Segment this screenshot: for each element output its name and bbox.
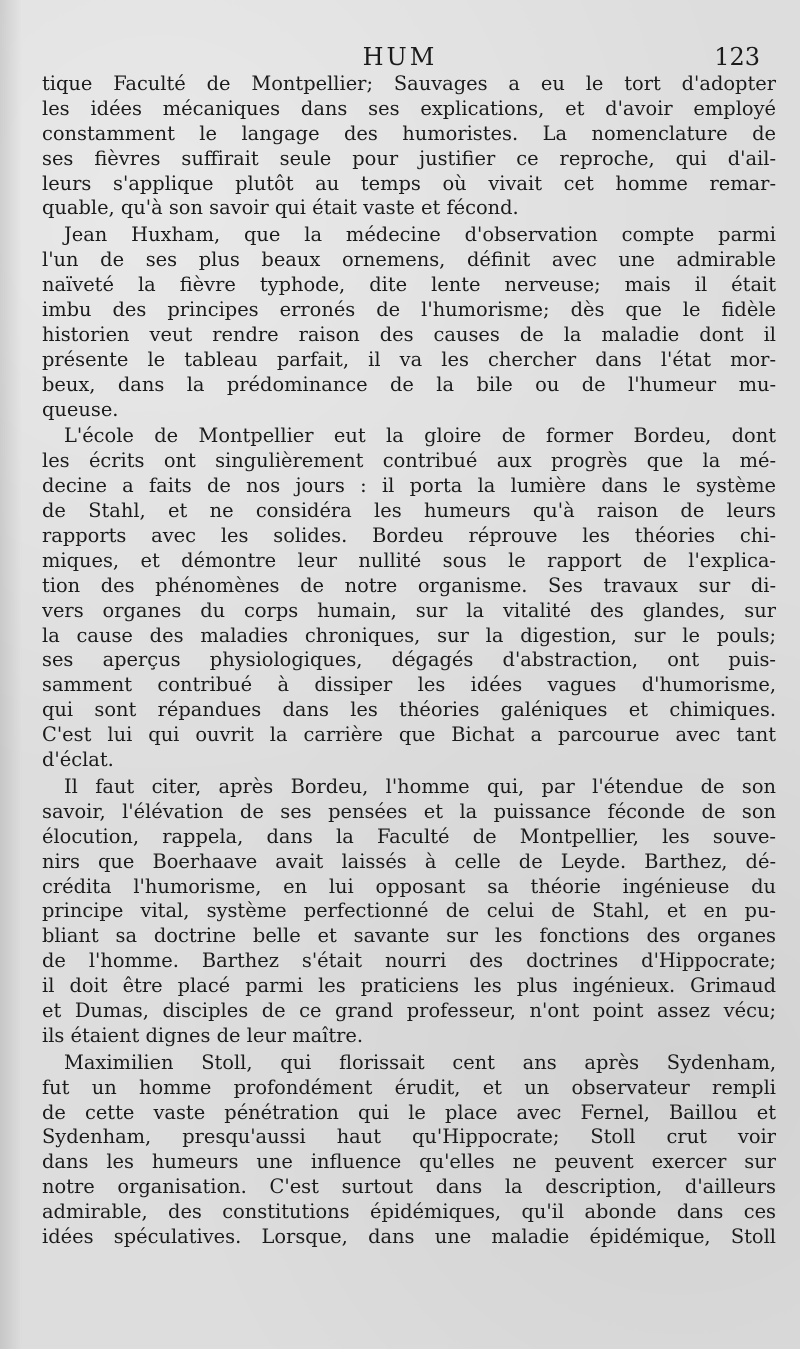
text-line: d'éclat.: [42, 748, 114, 772]
page-number: 123: [714, 43, 760, 71]
text-line: C'est lui qui ouvrit la carrière que Bichat a parcourue avec tant: [42, 723, 776, 747]
text-line: tique Faculté de Montpellier; Sauvages a eu le tort d'adopter: [42, 72, 776, 95]
text-line: quable, qu'à son savoir qui était vaste et fécond.: [42, 196, 519, 220]
paragraph: [42, 775, 776, 1049]
text-line: de l'homme. Barthez s'était nourri des doctrines d'Hippocrate;: [42, 949, 776, 973]
text-line: et Dumas, disciples de ce grand professeur, n'ont point assez vécu;: [42, 998, 776, 1022]
text-line: fut un homme profondément érudit, et un observateur rempli: [42, 1075, 776, 1099]
text-line: queuse.: [42, 397, 119, 421]
text-line: L'école de Montpellier eut la gloire de former Bordeu, dont: [64, 424, 776, 448]
text-line: la cause des maladies chroniques, sur la digestion, sur le pouls;: [42, 623, 776, 647]
paragraph: [42, 424, 776, 772]
text-line: notre organisation. C'est surtout dans la description, d'ailleurs: [42, 1175, 776, 1199]
text-line: présente le tableau parfait, il va les chercher dans l'état mor-: [42, 347, 776, 371]
text-line: idées spéculatives. Lorsque, dans une maladie épidémique, Stoll: [42, 1224, 776, 1248]
text-line: naïveté la fièvre typhode, dite lente nerveuse; mais il était: [42, 273, 776, 297]
text-line: beux, dans la prédominance de la bile ou de l'humeur mu-: [42, 372, 776, 396]
text-line: rapports avec les solides. Bordeu réprouve les théories chi-: [42, 524, 776, 548]
text-line: ses fièvres suffirait seule pour justifier ce reproche, qui d'ail-: [42, 146, 776, 170]
text-line: miques, et démontre leur nullité sous le rapport de l'explica-: [42, 548, 776, 572]
text-line: vers organes du corps humain, sur la vitalité des glandes, sur: [42, 598, 776, 622]
text-line: l'un de ses plus beaux ornemens, définit avec une admirable: [42, 248, 776, 272]
text-line: Jean Huxham, que la médecine d'observation compte parmi: [64, 223, 776, 247]
text-line: Il faut citer, après Bordeu, l'homme qui, par l'étendue de son: [64, 774, 776, 798]
text-line: il doit être placé parmi les praticiens les plus ingénieux. Grimaud: [42, 974, 776, 998]
text-line: élocution, rappela, dans la Faculté de Montpellier, les souve-: [42, 824, 776, 848]
text-line: qui sont répandues dans les théories galéniques et chimiques.: [42, 698, 776, 722]
running-head: HUM: [362, 43, 438, 71]
text-line: dans les humeurs une influence qu'elles ne peuvent exercer sur: [42, 1150, 776, 1174]
body-text: [42, 72, 776, 1250]
text-line: leurs s'applique plutôt au temps où vivait cet homme remar-: [42, 171, 776, 195]
text-line: de Stahl, et ne considéra les humeurs qu'à raison de leurs: [42, 499, 776, 523]
text-line: Maximilien Stoll, qui florissait cent ans après Sydenham,: [64, 1050, 776, 1074]
text-line: samment contribué à dissiper les idées vagues d'humorisme,: [42, 673, 776, 697]
paragraph: [42, 223, 776, 422]
text-line: de cette vaste pénétration qui le place avec Fernel, Baillou et: [42, 1100, 776, 1124]
text-line: savoir, l'élévation de ses pensées et la puissance féconde de son: [42, 799, 776, 823]
text-line: Sydenham, presqu'aussi haut qu'Hippocrate; Stoll crut voir: [42, 1125, 776, 1149]
text-line: imbu des principes erronés de l'humorisme; dès que le fidèle: [42, 298, 776, 322]
text-line: historien veut rendre raison des causes de la maladie dont il: [42, 322, 776, 346]
text-line: crédita l'humorisme, en lui opposant sa théorie ingénieuse du: [42, 874, 776, 898]
page-header: [40, 40, 760, 74]
text-line: admirable, des constitutions épidémiques, qu'il abonde dans ces: [42, 1200, 776, 1224]
text-line: bliant sa doctrine belle et savante sur les fonctions des organes: [42, 924, 776, 948]
text-line: principe vital, système perfectionné de celui de Stahl, et en pu-: [42, 899, 776, 923]
text-line: ses aperçus physiologiques, dégagés d'abstraction, ont puis-: [42, 648, 776, 672]
text-line: les idées mécaniques dans ses explications, et d'avoir employé: [42, 96, 776, 120]
text-line: decine a faits de nos jours : il porta la lumière dans le système: [42, 474, 776, 498]
text-line: ils étaient dignes de leur maître.: [42, 1023, 364, 1047]
text-line: tion des phénomènes de notre organisme. Ses travaux sur di-: [42, 573, 776, 597]
paragraph: [42, 1051, 776, 1250]
text-line: nirs que Boerhaave avait laissés à celle de Leyde. Barthez, dé-: [42, 849, 776, 873]
text-line: les écrits ont singulièrement contribué aux progrès que la mé-: [42, 449, 776, 473]
text-line: constamment le langage des humoristes. La nomenclature de: [42, 121, 776, 145]
paragraph: [42, 72, 776, 221]
